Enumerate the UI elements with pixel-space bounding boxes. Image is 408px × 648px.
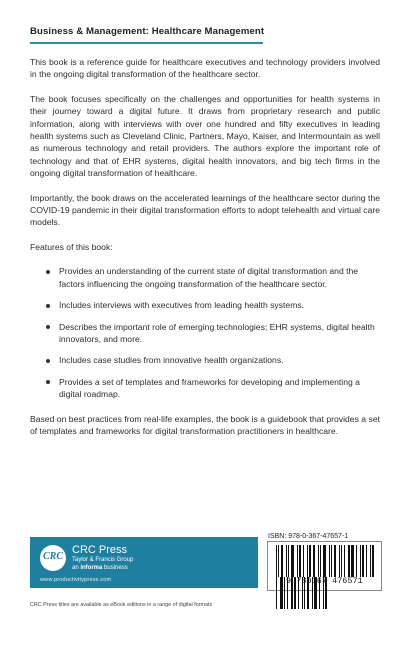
- barcode-stripe: [329, 545, 330, 577]
- publisher-url[interactable]: www.productivitypress.com: [40, 577, 112, 583]
- publisher-tagline: [72, 565, 128, 571]
- category-rule: [30, 42, 263, 44]
- barcode-stripe: [291, 545, 294, 577]
- barcode-stripe: [309, 545, 311, 577]
- crc-logo-text: CRC: [42, 551, 63, 562]
- barcode-stripe: [334, 545, 336, 577]
- feature-item: Provides a set of templates and frameworks for developing and implementing a digital roadmap.: [50, 376, 380, 401]
- paragraph-focus: The book focuses specifically on the challenges and opportunities for health systems in their journey toward a digital future. It draws from proprietary research and public information, along with interviews with over one hundred and fifty executives in leading health systems such as Cleveland Clinic, Partners, Mayo, Kaiser, and Intermountain as well as numerous technology and retail providers. The authors explore the important role of technology and that of EHR systems, digital health innovators, and big tech firms in the ongoing digital transformation of healthcare.: [30, 93, 380, 179]
- feature-item: Describes the important role of emerging technologies; EHR systems, digital health innovators, and more.: [50, 321, 380, 346]
- feature-item: Includes case studies from innovative health organizations.: [50, 354, 380, 366]
- barcode-stripe: [344, 545, 345, 577]
- barcode-stripe: [303, 545, 304, 577]
- barcode-stripe: [370, 545, 371, 577]
- barcode-stripe: [351, 545, 354, 577]
- barcode-stripe: [356, 545, 357, 577]
- paragraph-covid: Importantly, the book draws on the accelerated learnings of the healthcare sector during the COVID-19 pandemic in their digital transformation efforts to adopt telehealth and virtual care models.: [30, 192, 380, 228]
- barcode-stripe: [366, 545, 367, 577]
- barcode-stripe: [276, 545, 277, 577]
- barcode-stripe: [348, 545, 350, 577]
- barcode-stripe: [286, 545, 287, 577]
- paragraph-closing: Based on best practices from real-life examples, the book is a guidebook that provides a set of templates and frameworks for digital transformation practitioners in healthcare.: [30, 413, 380, 436]
- publisher-box: [30, 537, 258, 588]
- barcode-stripe: [313, 545, 315, 577]
- tagline-suffix: business: [102, 565, 128, 571]
- barcode-stripe: [299, 545, 301, 577]
- barcode-stripe: [281, 545, 283, 577]
- barcode-bars: [276, 545, 376, 577]
- tagline-brand: informa: [80, 565, 103, 571]
- category-heading: Business & Management: Healthcare Management: [30, 26, 265, 37]
- publisher-name: CRC Press: [72, 544, 128, 556]
- features-heading: Features of this book:: [30, 241, 113, 252]
- paragraph-intro: This book is a reference guide for healthcare executives and technology providers involved in the ongoing digital transformation of the healthcare sector.: [30, 57, 380, 80]
- barcode-stripe: [323, 545, 326, 577]
- back-cover-text: [30, 56, 380, 449]
- barcode-stripe: [318, 545, 319, 577]
- feature-item: Includes interviews with executives from leading health systems.: [50, 299, 380, 311]
- barcode-stripe: [297, 545, 298, 577]
- barcode-stripe: [362, 545, 364, 577]
- ebook-footnote: CRC Press titles are available as eBook editions in a range of digital formats: [30, 602, 213, 608]
- crc-logo-icon: [40, 545, 66, 571]
- barcode-stripe: [278, 545, 279, 577]
- barcode-stripe: [288, 545, 289, 577]
- isbn-label: ISBN: 978-0-367-47657-1: [268, 533, 349, 540]
- barcode-stripe: [372, 545, 374, 577]
- publisher-group: Taylor & Francis Group: [72, 557, 134, 563]
- barcode-stripe: [320, 545, 321, 577]
- barcode-stripe: [339, 545, 340, 577]
- barcode-stripe: [331, 545, 332, 577]
- barcode-stripe: [307, 545, 308, 577]
- tagline-prefix: an: [72, 565, 81, 571]
- barcode-digits: 9 780367 476571: [286, 577, 363, 586]
- barcode-stripe: [360, 545, 361, 577]
- feature-item: Provides an understanding of the current state of digital transformation and the factors influencing the ongoing transformation of the healthcare sector.: [50, 265, 380, 290]
- features-list: [30, 265, 380, 400]
- barcode-stripe: [341, 545, 342, 577]
- barcode-box: [267, 533, 382, 591]
